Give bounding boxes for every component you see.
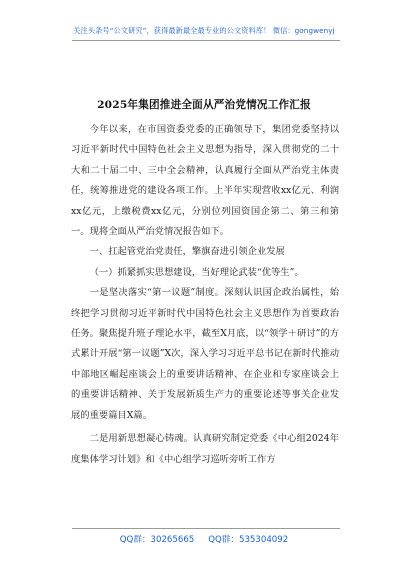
- paragraph-point-1: 一是坚决落实“第一议题”制度。深刻认识国企政治属性，始终把学习贯彻习近平新时代中国特色社会主义思想作为首要政治任务。聚焦提升班子理论水平，截至X月底，以“领学＋研讨”的方式累计开展“第一议题”X次，深入学习习近平总书记在新时代推动中部地区崛起座谈会上的重要讲话精神、在企业和专家座谈会上的重要讲话精神、关于发展新质生产力的重要论述等事关企业发展的重要篇目X篇。: [71, 287, 339, 421]
- section-heading-1: 一、扛起管党治党责任，擎旗奋进引领企业发展: [89, 246, 285, 258]
- document-title: 2025年集团推进全面从严治党情况工作汇报: [97, 99, 311, 111]
- header-banner: 关注头条号“公文研究”，获得最新最全最专业的公文资料库！ 微信：gongwenyj: [73, 26, 335, 35]
- footer-qq-group-2: QQ群：535304092: [208, 535, 289, 545]
- paragraph-point-2: 二是用新思想凝心铸魂。认真研究制定党委《中心组2024年度集体学习计划》和《中心组学习巡听旁听工作方: [71, 433, 339, 465]
- document-body: [71, 120, 339, 470]
- header-divider: [72, 40, 340, 41]
- footer: [0, 533, 408, 545]
- footer-qq-group-1: QQ群：30265665: [119, 535, 195, 545]
- paragraph-intro: 今年以来，在市国资委党委的正确领导下，集团党委坚持以习近平新时代中国特色社会主义思想为指导，深入贯彻党的二十大和二十届二中、三中全会精神，认真履行全面从严治党主体责任，统筹推进党的建设各项工作。上半年实现营收xx亿元、利润xx亿元，上缴税费xx亿元，分别位列国资国企第二、第三和第一。现将全面从严治党情况报告如下。: [71, 124, 339, 238]
- subsection-heading-1: （一）抓紧抓实思想建设，当好理论武装“优等生”。: [89, 266, 304, 278]
- footer-divider: [72, 528, 340, 529]
